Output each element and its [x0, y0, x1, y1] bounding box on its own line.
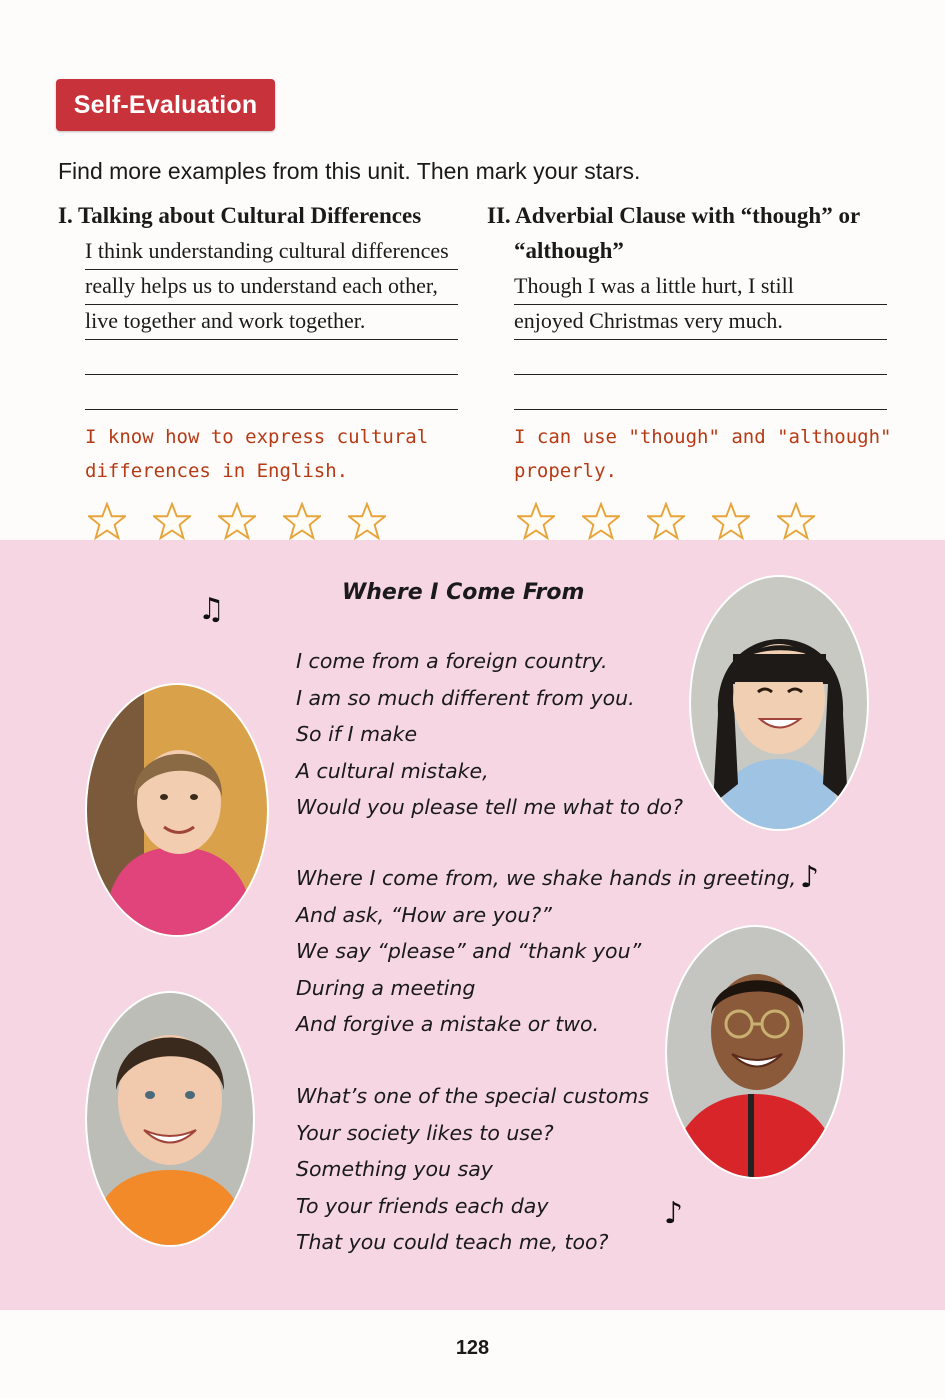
- music-note-icon: ♫: [198, 592, 225, 627]
- song-line: A cultural mistake,: [296, 758, 489, 783]
- song-title: Where I Come From: [342, 580, 585, 605]
- song-line: So if I make: [296, 722, 418, 746]
- section-adverbial-clause: [487, 198, 897, 540]
- song-line: Would you please tell me what to do?: [296, 795, 683, 819]
- example-line[interactable]: [85, 375, 458, 410]
- song-stanza-1: [296, 643, 683, 826]
- song-line: What’s one of the special customs: [296, 1084, 649, 1108]
- example-line[interactable]: [514, 375, 887, 410]
- star-icon[interactable]: [283, 502, 321, 540]
- example-lines: [514, 270, 887, 410]
- can-do-line: differences in English.: [85, 460, 349, 482]
- page-number: 128: [455, 1337, 490, 1359]
- song-line: And forgive a mistake or two.: [296, 1012, 600, 1036]
- example-line[interactable]: Though I was a little hurt, I still: [514, 270, 887, 305]
- girl-dark-hair-photo: [688, 574, 870, 832]
- example-line[interactable]: really helps us to understand each other,: [85, 270, 458, 305]
- section-cultural-differences: [58, 198, 468, 540]
- example-line[interactable]: [514, 340, 887, 375]
- song-line: Something you say: [296, 1157, 493, 1181]
- song-line: I come from a foreign country.: [296, 649, 608, 673]
- song-line: We say “please” and “thank you”: [296, 939, 642, 963]
- star-icon[interactable]: [582, 502, 620, 540]
- example-line[interactable]: live together and work together.: [85, 305, 458, 340]
- section-title-line: II. Adverbial Clause with “though” or: [487, 203, 861, 228]
- song-stanza-2: [296, 860, 796, 1043]
- star-icon[interactable]: [153, 502, 191, 540]
- section-title: I. Talking about Cultural Differences: [58, 203, 422, 228]
- girl-pink-sweater-photo: [84, 682, 270, 938]
- song-line: To your friends each day: [296, 1193, 549, 1218]
- music-note-icon: ♪: [800, 860, 820, 895]
- can-do-statement: [85, 420, 468, 488]
- example-lines: [85, 235, 458, 410]
- star-icon[interactable]: [348, 502, 386, 540]
- can-do-line: I know how to express cultural: [85, 426, 429, 448]
- section-title-line: “although”: [514, 238, 624, 263]
- instruction-text: Find more examples from this unit. Then mark your stars.: [58, 158, 641, 184]
- song-line: Where I come from, we shake hands in greeting,: [296, 866, 797, 890]
- song-stanza-3: [296, 1078, 649, 1261]
- example-line[interactable]: I think understanding cultural differences: [85, 235, 458, 270]
- star-icon[interactable]: [88, 502, 126, 540]
- self-evaluation-badge: Self-Evaluation: [56, 79, 275, 131]
- song-line: I am so much different from you.: [296, 685, 635, 710]
- star-icon[interactable]: [777, 502, 815, 540]
- can-do-line: I can use "though" and "although": [514, 426, 892, 448]
- song-line: And ask, “How are you?”: [296, 902, 552, 927]
- example-line[interactable]: enjoyed Christmas very much.: [514, 305, 887, 340]
- star-icon[interactable]: [712, 502, 750, 540]
- song-line: That you could teach me, too?: [296, 1230, 609, 1254]
- song-line: During a meeting: [296, 975, 476, 1000]
- star-icon[interactable]: [647, 502, 685, 540]
- example-line[interactable]: [85, 340, 458, 375]
- star-rating: [517, 502, 897, 540]
- star-rating: [88, 502, 468, 540]
- star-icon[interactable]: [218, 502, 256, 540]
- star-icon[interactable]: [517, 502, 555, 540]
- song-line: Your society likes to use?: [296, 1120, 554, 1145]
- section-title: [487, 198, 897, 268]
- can-do-line: properly.: [514, 460, 617, 482]
- girl-orange-jacket-photo: [84, 990, 256, 1248]
- music-note-icon: ♪: [664, 1196, 684, 1231]
- can-do-statement: [514, 420, 897, 488]
